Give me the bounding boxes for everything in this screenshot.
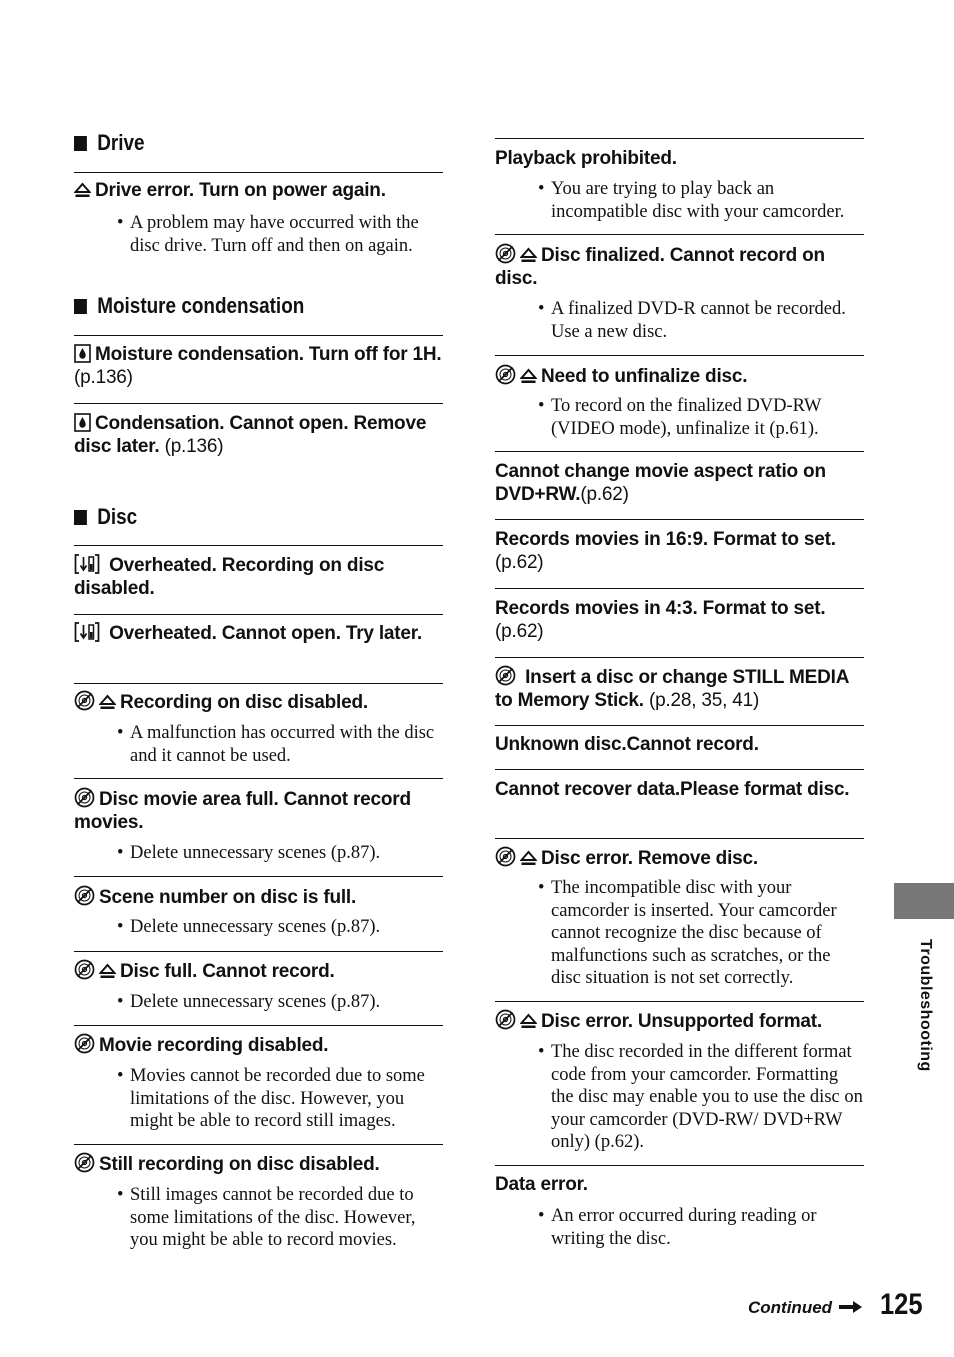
disc-warning-icon [495, 846, 516, 867]
divider [495, 451, 864, 452]
divider [495, 1165, 864, 1166]
disc-warning-icon [74, 959, 95, 980]
message-disc-error-remove: Disc error. Remove disc. [495, 846, 864, 870]
message-records-43: Records movies in 4:3. Format to set. (p.62) [495, 598, 826, 642]
bullet-text: • A problem may have occurred with the disc drive. Turn off and then on again. [117, 213, 419, 256]
disc-warning-icon [74, 787, 95, 808]
message-still-recording-disabled: Still recording on disc disabled. [74, 1152, 443, 1176]
divider [495, 769, 864, 770]
section-title-drive: Drive [74, 130, 145, 156]
divider [74, 172, 443, 173]
divider [74, 778, 443, 779]
divider [495, 355, 864, 356]
section-title-moisture: Moisture condensation [74, 293, 304, 319]
message-need-to-unfinalize: Need to unfinalize disc. [495, 364, 864, 388]
disc-warning-icon [74, 690, 95, 711]
continued-label: Continued [748, 1298, 833, 1317]
bullet-text: • A malfunction has occurred with the disc and it cannot be used. [117, 723, 435, 766]
message-overheated-recording: Overheated. Recording on disc disabled. [74, 555, 385, 599]
message-disc-full: Disc full. Cannot record. [74, 959, 443, 983]
bullet-text: • Still images cannot be recorded due to some limitations of the disc. However, you might be able to record movies. [117, 1185, 416, 1250]
eject-icon [74, 182, 91, 199]
message-movie-recording-disabled: Movie recording disabled. [74, 1033, 443, 1057]
square-bullet-icon [74, 136, 87, 151]
divider [74, 614, 443, 615]
bullet-text: • Delete unnecessary scenes (p.87). [117, 917, 381, 937]
divider [74, 335, 443, 336]
condensation-icon [74, 413, 91, 432]
overheat-icon [74, 554, 100, 574]
disc-warning-icon [495, 665, 516, 686]
square-bullet-icon [74, 510, 87, 525]
divider [74, 403, 443, 404]
eject-icon [520, 1013, 537, 1030]
divider [74, 1144, 443, 1145]
bullet-text: • A finalized DVD-R cannot be recorded. Use a new disc. [538, 299, 846, 342]
message-disc-error-unsupported: Disc error. Unsupported format. [495, 1009, 864, 1033]
disc-warning-icon [74, 1152, 95, 1173]
message-records-169: Records movies in 16:9. Format to set. (p.62) [495, 529, 836, 573]
divider [495, 657, 864, 658]
condensation-icon [74, 344, 91, 363]
divider [495, 1001, 864, 1002]
message-cannot-recover-data: Cannot recover data.Please format disc. [495, 779, 850, 800]
message-unknown-disc: Unknown disc.Cannot record. [495, 734, 759, 755]
page-number: 125 [880, 1288, 923, 1321]
disc-warning-icon [74, 885, 95, 906]
bullet-text: • An error occurred during reading or writing the disc. [538, 1206, 817, 1249]
disc-warning-icon [74, 1033, 95, 1054]
divider [495, 234, 864, 235]
message-insert-disc: Insert a disc or change STILL MEDIA to Memory Stick. (p.28, 35, 41) [495, 667, 849, 711]
divider [74, 545, 443, 546]
message-playback-prohibited: Playback prohibited. [495, 148, 677, 169]
eject-icon [520, 247, 537, 264]
overheat-icon [74, 622, 100, 642]
message-data-error: Data error. [495, 1174, 588, 1195]
message-overheated-cannot-open: Overheated. Cannot open. Try later. [74, 622, 443, 645]
divider [495, 519, 864, 520]
section-title-disc: Disc [74, 504, 137, 530]
arrow-right-icon [839, 1300, 863, 1319]
bullet-text: • The incompatible disc with your camcorder is inserted. Your camcorder cannot recognize the disc because of malfunctions such as scratches, or the disc situation is not set correctly. [538, 878, 837, 988]
square-bullet-icon [74, 299, 87, 314]
message-condensation-cannot-open: Condensation. Cannot open. Remove disc later. (p.136) [74, 413, 427, 457]
message-moisture-condensation: Moisture condensation. Turn off for 1H. (p.136) [74, 344, 442, 388]
divider [74, 951, 443, 952]
bullet-text: • You are trying to play back an incompatible disc with your camcorder. [538, 179, 845, 222]
divider [495, 725, 864, 726]
divider [74, 876, 443, 877]
chapter-label: Troubleshooting [917, 939, 934, 1072]
eject-icon [99, 694, 116, 711]
disc-warning-icon [495, 1009, 516, 1030]
eject-icon [520, 850, 537, 867]
message-cannot-change-aspect: Cannot change movie aspect ratio on DVD+RW.(p.62) [495, 461, 826, 505]
divider [495, 838, 864, 839]
bullet-text: • To record on the finalized DVD-RW (VIDEO mode), unfinalize it (p.61). [538, 396, 822, 439]
disc-warning-icon [495, 364, 516, 385]
eject-icon [99, 963, 116, 980]
eject-icon [520, 368, 537, 385]
divider [495, 138, 864, 139]
bullet-text: • Delete unnecessary scenes (p.87). [117, 843, 381, 863]
message-disc-finalized: Disc finalized. Cannot record on disc. [495, 245, 825, 289]
bullet-text: • Delete unnecessary scenes (p.87). [117, 992, 381, 1012]
message-disc-movie-area-full: Disc movie area full. Cannot record movies. [74, 789, 411, 833]
message-scene-number-full: Scene number on disc is full. [74, 885, 443, 909]
chapter-tab [894, 883, 954, 919]
bullet-text: • Movies cannot be recorded due to some limitations of the disc. However, you might be able to record still images. [117, 1066, 425, 1131]
divider [495, 588, 864, 589]
bullet-text: • The disc recorded in the different format code from your camcorder. Formatting the disc may enable you to use the disc on your camcorder (DVD-RW/ DVD+RW only) (p.62). [538, 1042, 863, 1152]
divider [74, 683, 443, 684]
message-recording-disabled: Recording on disc disabled. [74, 690, 443, 714]
message-drive-error: Drive error. Turn on power again. [74, 179, 443, 202]
divider [74, 1025, 443, 1026]
disc-warning-icon [495, 243, 516, 264]
